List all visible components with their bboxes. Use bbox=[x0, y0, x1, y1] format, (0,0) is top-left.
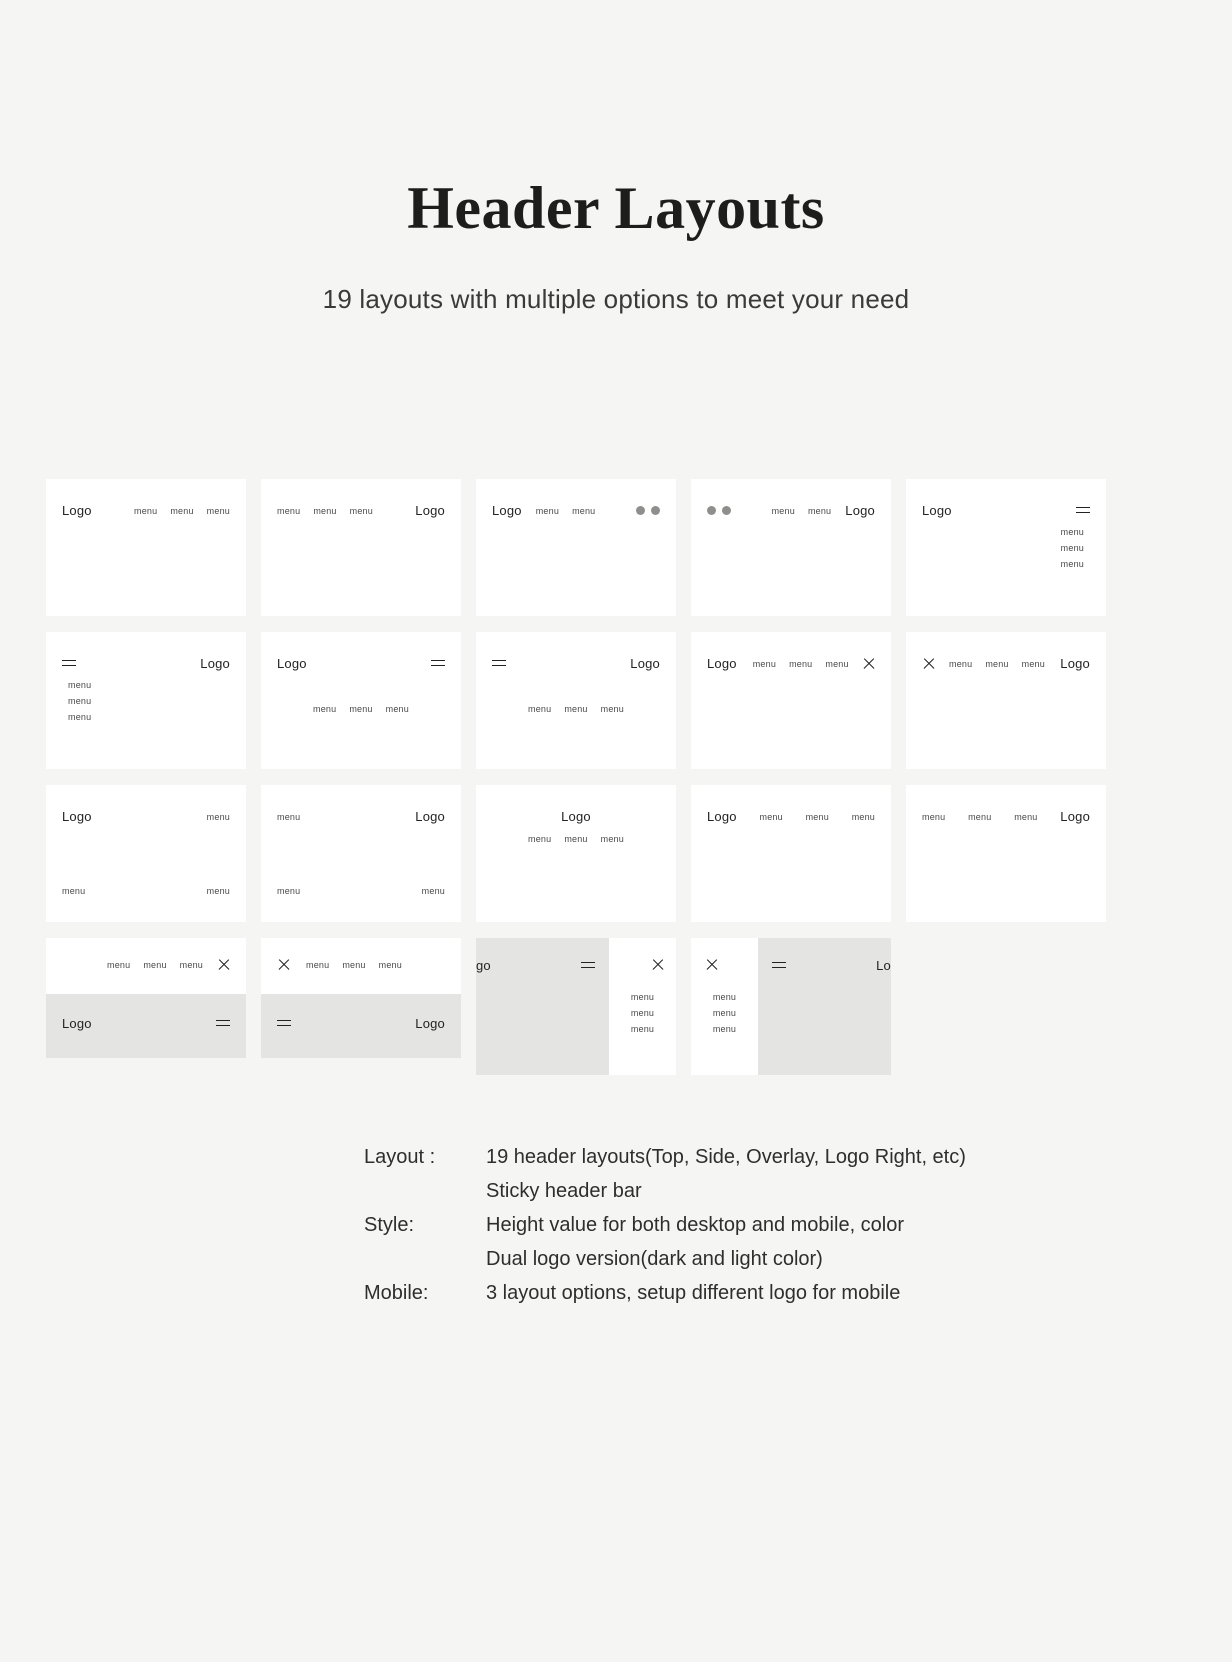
menu-label[interactable]: menu bbox=[922, 811, 946, 822]
logo-label: Logo bbox=[492, 503, 522, 518]
spec-key: Layout : bbox=[364, 1146, 436, 1168]
layout-card-9[interactable] bbox=[691, 632, 891, 769]
layout-card-8[interactable] bbox=[476, 632, 676, 769]
overlay-panel[interactable] bbox=[261, 938, 461, 994]
menu-label[interactable]: menu bbox=[143, 959, 167, 970]
dot-group[interactable] bbox=[636, 506, 660, 515]
mobile-bar[interactable] bbox=[758, 938, 891, 1075]
layout-card-7[interactable] bbox=[261, 632, 461, 769]
menu-label[interactable]: menu bbox=[342, 959, 366, 970]
menu-label[interactable]: menu bbox=[630, 1024, 655, 1034]
menu-label[interactable]: menu bbox=[349, 704, 373, 714]
layout-row-4 bbox=[46, 938, 1186, 1075]
menu-label[interactable]: menu bbox=[968, 811, 992, 822]
logo-label: Logo bbox=[845, 503, 875, 518]
menu-label[interactable]: menu bbox=[572, 505, 596, 516]
spec-line: 19 header layouts(Top, Side, Overlay, Logo Right, etc) bbox=[486, 1146, 966, 1168]
hamburger-icon[interactable] bbox=[62, 659, 76, 668]
menu-stack bbox=[691, 992, 758, 1034]
spec-line: Sticky header bar bbox=[486, 1180, 642, 1202]
close-icon[interactable] bbox=[217, 958, 230, 971]
close-icon[interactable] bbox=[651, 958, 664, 971]
layout-card-3[interactable] bbox=[476, 479, 676, 616]
menu-label[interactable]: menu bbox=[378, 959, 402, 970]
dot-group[interactable] bbox=[707, 506, 731, 515]
menu-label[interactable]: menu bbox=[277, 811, 301, 822]
menu-label[interactable]: menu bbox=[306, 959, 330, 970]
menu-label[interactable]: menu bbox=[985, 658, 1009, 669]
menu-label[interactable]: menu bbox=[385, 704, 409, 714]
dot-icon[interactable] bbox=[636, 506, 645, 515]
layout-row-3 bbox=[46, 785, 1186, 922]
logo-label: Lo bbox=[876, 958, 891, 973]
layout-row-1 bbox=[46, 479, 1186, 616]
spec-row-style bbox=[364, 1208, 1124, 1276]
logo-label: Logo bbox=[62, 1016, 92, 1031]
side-drawer[interactable] bbox=[691, 938, 758, 1075]
menu-label[interactable]: menu bbox=[134, 505, 158, 516]
menu-label[interactable]: menu bbox=[789, 658, 813, 669]
menu-label[interactable]: menu bbox=[179, 959, 203, 970]
menu-label[interactable]: menu bbox=[535, 505, 560, 516]
menu-label[interactable]: menu bbox=[170, 505, 194, 516]
logo-label: Logo bbox=[200, 656, 230, 671]
hamburger-icon[interactable] bbox=[216, 1019, 230, 1028]
spec-row-mobile bbox=[364, 1276, 1124, 1310]
menu-label[interactable]: menu bbox=[277, 886, 301, 896]
menu-label[interactable]: menu bbox=[421, 886, 445, 896]
layout-card-15[interactable] bbox=[906, 785, 1106, 922]
spec-list bbox=[364, 1140, 1124, 1310]
menu-label[interactable]: menu bbox=[62, 886, 86, 896]
logo-label: Logo bbox=[415, 503, 445, 518]
menu-label[interactable]: menu bbox=[68, 696, 92, 706]
menu-label[interactable]: menu bbox=[564, 704, 588, 714]
spec-line: Height value for both desktop and mobile, color bbox=[486, 1214, 905, 1236]
layout-card-14[interactable] bbox=[691, 785, 891, 922]
menu-label[interactable]: menu bbox=[206, 886, 230, 896]
close-icon[interactable] bbox=[705, 958, 718, 971]
menu-label[interactable]: menu bbox=[1014, 811, 1038, 822]
logo-label: Logo bbox=[62, 809, 92, 824]
menu-label[interactable]: menu bbox=[206, 811, 230, 822]
layout-card-13[interactable] bbox=[476, 785, 676, 922]
hamburger-icon[interactable] bbox=[1076, 506, 1090, 515]
menu-label[interactable]: menu bbox=[600, 834, 624, 844]
overlay-panel[interactable] bbox=[46, 938, 246, 994]
layout-card-11[interactable] bbox=[46, 785, 246, 922]
menu-label[interactable]: menu bbox=[1021, 658, 1045, 669]
logo-label: Logo bbox=[1060, 809, 1091, 824]
spec-value bbox=[486, 1276, 900, 1310]
menu-label[interactable]: menu bbox=[600, 704, 624, 714]
page-title: Header Layouts bbox=[407, 175, 825, 241]
menu-label[interactable]: menu bbox=[1060, 559, 1084, 569]
menu-label[interactable]: menu bbox=[712, 992, 737, 1002]
menu-label[interactable]: menu bbox=[712, 1008, 737, 1018]
logo-label: Logo bbox=[1060, 656, 1090, 671]
layout-row-2 bbox=[46, 632, 1186, 769]
menu-label[interactable]: menu bbox=[805, 811, 829, 822]
logo-label: Logo bbox=[561, 809, 591, 824]
page-subtitle: 19 layouts with multiple options to meet your need bbox=[322, 284, 910, 314]
layout-card-6[interactable] bbox=[46, 632, 246, 769]
menu-label[interactable]: menu bbox=[68, 712, 92, 722]
layout-card-18[interactable] bbox=[476, 938, 676, 1075]
menu-label[interactable]: menu bbox=[712, 1024, 737, 1034]
menu-label[interactable]: menu bbox=[528, 834, 552, 844]
menu-label[interactable]: menu bbox=[1060, 527, 1084, 537]
menu-label[interactable]: menu bbox=[206, 505, 230, 516]
close-icon[interactable] bbox=[862, 657, 875, 670]
dot-icon[interactable] bbox=[722, 506, 731, 515]
spec-key: Style: bbox=[364, 1214, 415, 1236]
mobile-bar[interactable] bbox=[476, 938, 609, 1075]
menu-stack bbox=[1061, 527, 1084, 569]
close-icon[interactable] bbox=[922, 657, 935, 670]
menu-label[interactable]: menu bbox=[528, 704, 552, 714]
layout-card-16[interactable] bbox=[46, 938, 246, 1058]
mobile-bar[interactable] bbox=[261, 994, 461, 1058]
spec-value bbox=[486, 1208, 904, 1276]
layout-card-2[interactable] bbox=[261, 479, 461, 616]
layout-grid bbox=[46, 479, 1186, 1091]
menu-label[interactable]: menu bbox=[1060, 543, 1084, 553]
hamburger-icon[interactable] bbox=[772, 961, 786, 970]
spec-value bbox=[486, 1140, 966, 1208]
layout-card-5[interactable] bbox=[906, 479, 1106, 616]
menu-stack bbox=[68, 680, 91, 722]
spec-key: Mobile: bbox=[364, 1282, 429, 1304]
hamburger-icon[interactable] bbox=[581, 961, 595, 970]
menu-label[interactable]: menu bbox=[825, 658, 849, 669]
mobile-bar[interactable] bbox=[46, 994, 246, 1058]
menu-label[interactable]: menu bbox=[851, 811, 876, 822]
layout-card-19[interactable] bbox=[691, 938, 891, 1075]
hamburger-icon[interactable] bbox=[277, 1019, 291, 1028]
logo-label: Logo bbox=[630, 656, 660, 671]
menu-label[interactable]: menu bbox=[564, 834, 588, 844]
dot-icon[interactable] bbox=[707, 506, 716, 515]
menu-label[interactable]: menu bbox=[807, 505, 832, 516]
dot-icon[interactable] bbox=[651, 506, 660, 515]
layout-card-17[interactable] bbox=[261, 938, 461, 1058]
logo-label: Logo bbox=[62, 503, 92, 518]
menu-label[interactable]: menu bbox=[630, 992, 655, 1002]
menu-label[interactable]: menu bbox=[277, 505, 301, 516]
logo-label: go bbox=[476, 958, 491, 973]
layout-card-4[interactable] bbox=[691, 479, 891, 616]
menu-label[interactable]: menu bbox=[949, 658, 973, 669]
layout-card-12[interactable] bbox=[261, 785, 461, 922]
menu-label[interactable]: menu bbox=[759, 811, 783, 822]
menu-label[interactable]: menu bbox=[313, 704, 337, 714]
menu-label[interactable]: menu bbox=[68, 680, 92, 690]
menu-label[interactable]: menu bbox=[107, 959, 131, 970]
spec-line: Dual logo version(dark and light color) bbox=[486, 1248, 823, 1270]
menu-label[interactable]: menu bbox=[630, 1008, 655, 1018]
logo-label: Logo bbox=[415, 809, 445, 824]
hamburger-icon[interactable] bbox=[492, 659, 506, 668]
hamburger-icon[interactable] bbox=[431, 659, 445, 668]
menu-label[interactable]: menu bbox=[771, 505, 795, 516]
logo-label: Logo bbox=[707, 656, 737, 671]
close-icon[interactable] bbox=[277, 958, 290, 971]
spec-row-layout bbox=[364, 1140, 1124, 1208]
layout-card-1[interactable] bbox=[46, 479, 246, 616]
layout-card-10[interactable] bbox=[906, 632, 1106, 769]
logo-label: Logo bbox=[922, 503, 952, 518]
logo-label: Logo bbox=[277, 656, 307, 671]
logo-label: Logo bbox=[415, 1016, 445, 1031]
menu-stack bbox=[609, 992, 676, 1034]
menu-label[interactable]: menu bbox=[752, 658, 777, 669]
side-drawer[interactable] bbox=[609, 938, 676, 1075]
spec-line: 3 layout options, setup different logo for mobile bbox=[486, 1282, 901, 1304]
menu-label[interactable]: menu bbox=[349, 505, 373, 516]
menu-label[interactable]: menu bbox=[313, 505, 337, 516]
logo-label: Logo bbox=[707, 809, 737, 824]
